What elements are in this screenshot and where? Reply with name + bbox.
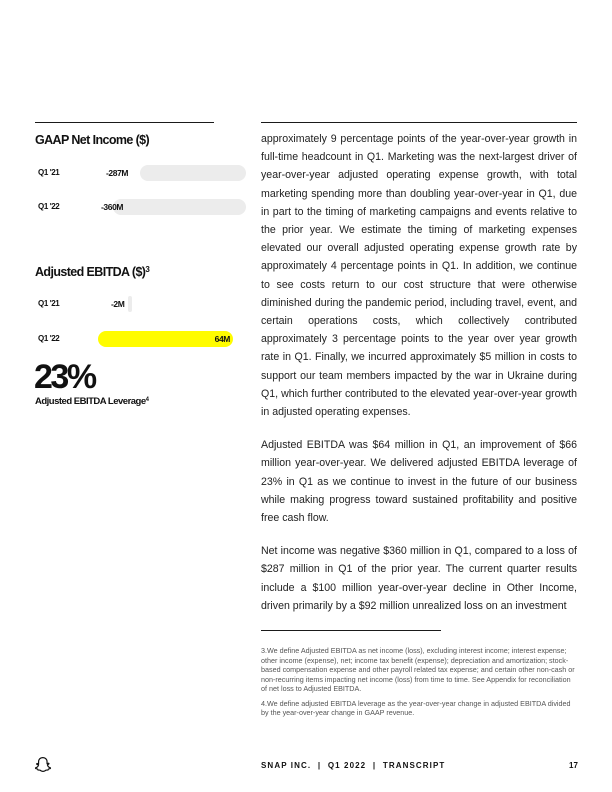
ebitda-title-footnote-ref: 3 xyxy=(145,265,150,274)
body-paragraph: Adjusted EBITDA was $64 million in Q1, an improvement of $66 million year-over-year. We delivered adjusted EBITDA leverage of 23% in Q1 as we continue to invest in the future of our business while making progress toward sustained profitability and positive free cash flow. xyxy=(261,439,577,525)
bar-label: Q1 '21 xyxy=(38,168,60,177)
top-rule-left xyxy=(35,122,214,123)
ebitda-leverage-label-text: Adjusted EBITDA Leverage xyxy=(35,396,146,407)
body-paragraph: Net income was negative $360 million in Q1, compared to a loss of $287 million in Q1 of the prior year. The current quarter results include a $100 million year-over-year decline in Other Income, driven primarily by a $92 million unrealized loss on an investment xyxy=(261,545,577,612)
net-income-row-q1-21 xyxy=(35,165,215,181)
net-income-bar-q1-22 xyxy=(113,199,246,215)
bar-value-label: -360M xyxy=(101,202,124,212)
ebitda-leverage-value: 23% xyxy=(34,358,95,396)
bar-value-label: -287M xyxy=(106,168,129,178)
top-rule-right xyxy=(261,122,577,123)
ebitda-bar-q1-21 xyxy=(128,296,132,312)
ebitda-chart-title xyxy=(35,265,150,279)
bar-track xyxy=(98,331,246,347)
bar-track xyxy=(98,296,246,312)
bar-track xyxy=(98,199,246,215)
snapchat-ghost-icon xyxy=(34,756,52,774)
body-paragraph: approximately 9 percentage points of the year-over-year growth in full-time headcount in Q1. Marketing was the next-largest driver of year-over-year adjusted operating expense growth, with total marketing spending more than doubling year-over-year in Q1, due in part to the timing of marketing campaigns and events relative to the prior year. We estimate the timing of marketing expenses elevated our overall adjusted operating expense growth rate by approximately 4 percentage points in Q1. In addition, we continue to see costs return to our cost structure that were otherwise diminished during the pandemic period, including travel, event, and certain operations costs, which collectively contributed approximately 3 percentage points to the year over year growth rate in Q1. Finally, we incurred approximately $5 million in costs to support our team members impacted by the war in Ukraine during Q1, which further contributed to the elevated year-over-year growth in adjusted operating expenses. xyxy=(261,133,577,419)
footnote-rule xyxy=(261,630,441,631)
net-income-chart-title xyxy=(35,133,149,147)
ebitda-row-q1-22 xyxy=(35,331,230,347)
ebitda-bar-q1-22 xyxy=(98,331,233,347)
bar-label: Q1 '22 xyxy=(38,334,60,343)
bar-label: Q1 '21 xyxy=(38,299,60,308)
net-income-bar-q1-21 xyxy=(140,165,246,181)
ebitda-leverage-label xyxy=(35,396,149,407)
ebitda-row-q1-21 xyxy=(35,296,215,312)
net-income-title-text: GAAP Net Income ($) xyxy=(35,133,150,147)
footnote-3: 3.We define Adjusted EBITDA as net income (loss), excluding interest income; interest expense; other income (expense), net; income tax benefit (expense); depreciation and amortization; stock-based compensation expense and other payroll related tax expense; and certain other non-cash or non-recurring items impacting net income (loss) from time to time. See Appendix for reconciliation of net loss to Adjusted EBITDA. xyxy=(261,646,575,693)
footnotes xyxy=(261,646,577,723)
leverage-footnote-ref: 4 xyxy=(145,397,149,403)
bar-label: Q1 '22 xyxy=(38,202,60,211)
footer-text: SNAP INC. | Q1 2022 | TRANSCRIPT xyxy=(261,761,446,770)
body-text xyxy=(261,130,577,630)
page-number: 17 xyxy=(569,761,578,770)
net-income-row-q1-22 xyxy=(35,199,215,215)
bar-value-label: 64M xyxy=(214,334,230,344)
bar-value-label: -2M xyxy=(111,299,125,309)
bar-track xyxy=(98,165,246,181)
footnote-4: 4.We define adjusted EBITDA leverage as the year-over-year change in adjusted EBITDA divided by the year-over-year change in GAAP revenue. xyxy=(261,698,571,717)
ebitda-title-text: Adjusted EBITDA ($) xyxy=(35,265,146,279)
